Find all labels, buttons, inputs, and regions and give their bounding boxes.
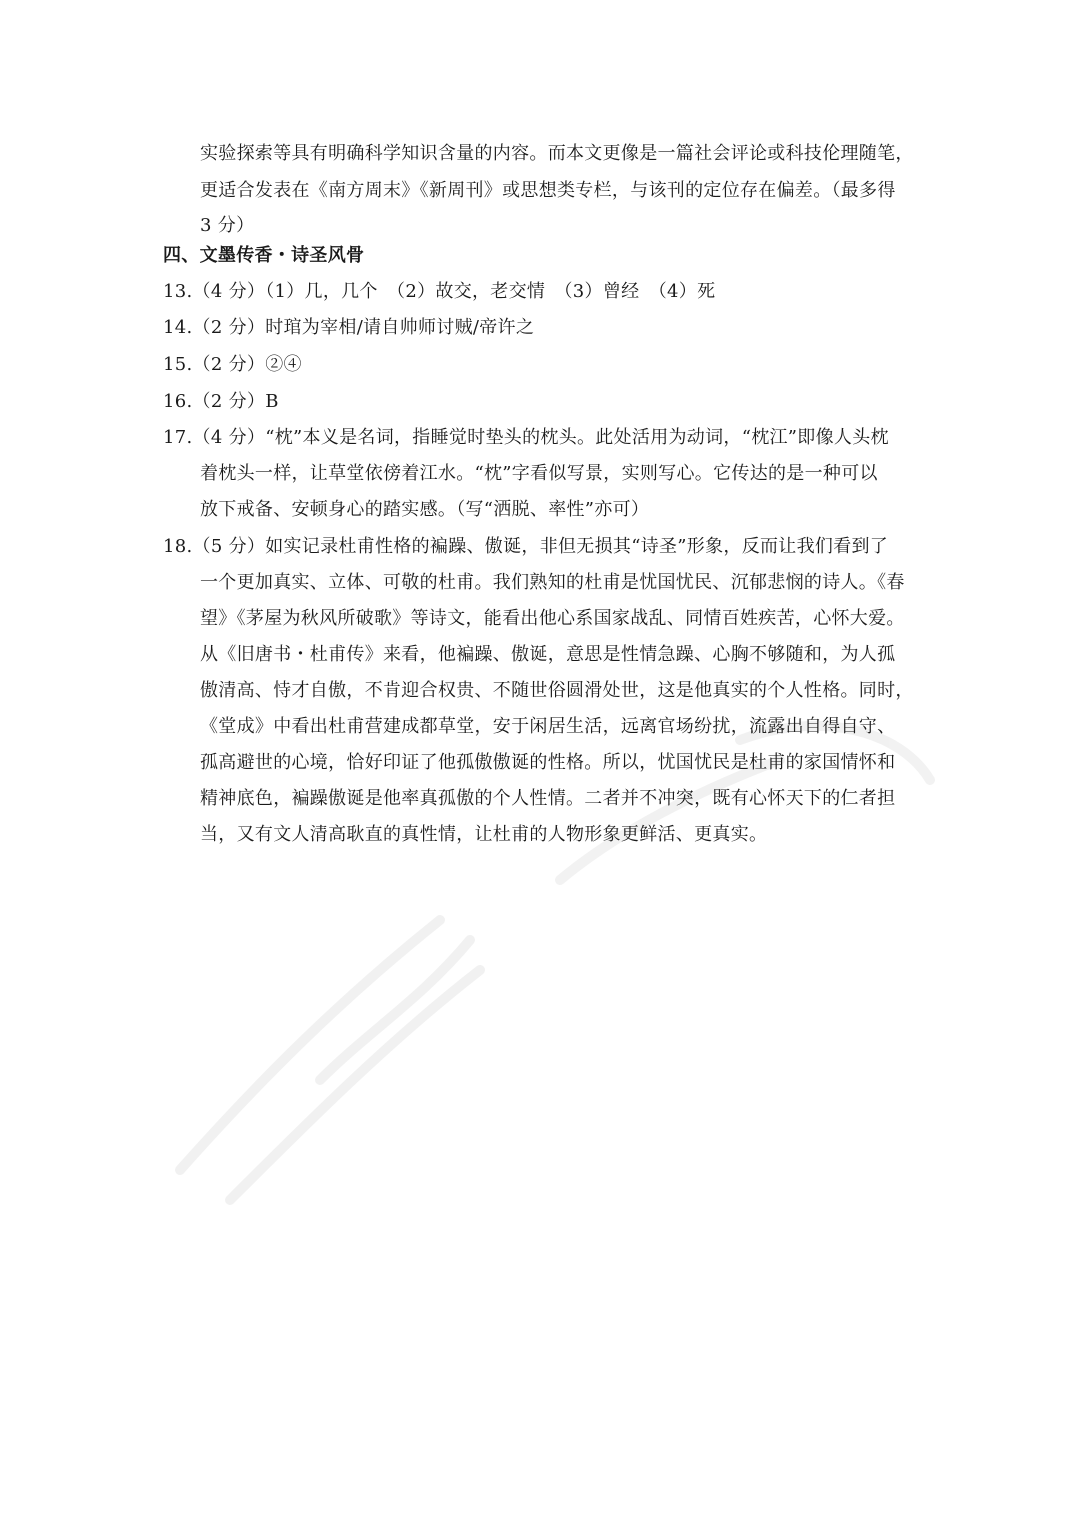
answer-line: 实验探索等具有明确科学知识含量的内容。而本文更像是一篇社会评论或科技伦理随笔， bbox=[200, 143, 914, 164]
question-18-answer-cont: 一个更加真实、立体、可敬的杜甫。我们熟知的杜甫是忧国忧民、沉郁悲悯的诗人。《春 bbox=[200, 572, 905, 593]
question-18-answer: 18.（5 分）如实记录杜甫性格的褊躁、傲诞，非但无损其“诗圣”形象，反而让我们看到了 bbox=[163, 536, 889, 557]
question-18-answer-cont: 当，又有文人清高耿直的真性情，让杜甫的人物形象更鲜活、更真实。 bbox=[200, 824, 768, 845]
faint-watermark bbox=[140, 700, 960, 1220]
question-13-answer: 13.（4 分）（1）几，几个 （2）故交，老交情 （3）曾经 （4）死 bbox=[163, 281, 716, 302]
question-17-answer-cont: 着枕头一样，让草堂依傍着江水。“枕”字看似写景，实则写心。它传达的是一种可以 bbox=[200, 463, 878, 484]
question-14-answer: 14.（2 分）时琯为宰相/请自帅师讨贼/帝许之 bbox=[163, 317, 535, 338]
question-18-answer-cont: 孤高避世的心境，恰好印证了他孤傲傲诞的性格。所以，忧国忧民是杜甫的家国情怀和 bbox=[200, 752, 896, 773]
question-18-answer-cont: 傲清高、恃才自傲，不肯迎合权贵、不随世俗圆滑处世，这是他真实的个人性格。同时， bbox=[200, 680, 914, 701]
question-17-answer: 17.（4 分）“枕”本义是名词，指睡觉时垫头的枕头。此处活用为动词，“枕江”即像人头枕 bbox=[163, 427, 889, 448]
section-heading: 四、文墨传香・诗圣风骨 bbox=[163, 245, 365, 266]
question-18-answer-cont: 精神底色，褊躁傲诞是他率真孤傲的个人性情。二者并不冲突，既有心怀天下的仁者担 bbox=[200, 788, 896, 809]
answer-line: 3 分） bbox=[200, 215, 255, 236]
question-17-answer-cont: 放下戒备、安顿身心的踏实感。（写“洒脱、率性”亦可） bbox=[200, 499, 650, 520]
question-18-answer-cont: 望》《茅屋为秋风所破歌》等诗文，能看出他心系国家战乱、同情百姓疾苦，心怀大爱。 bbox=[200, 608, 905, 629]
question-18-answer-cont: 《堂成》中看出杜甫营建成都草堂，安于闲居生活，远离官场纷扰，流露出自得自守、 bbox=[200, 716, 896, 737]
question-16-answer: 16.（2 分）B bbox=[163, 391, 279, 412]
question-18-answer-cont: 从《旧唐书・杜甫传》来看，他褊躁、傲诞，意思是性情急躁、心胸不够随和，为人孤 bbox=[200, 644, 896, 665]
answer-line: 更适合发表在《南方周末》《新周刊》或思想类专栏，与该刊的定位存在偏差。（最多得 bbox=[200, 180, 896, 201]
question-15-answer: 15.（2 分）②④ bbox=[163, 354, 302, 375]
